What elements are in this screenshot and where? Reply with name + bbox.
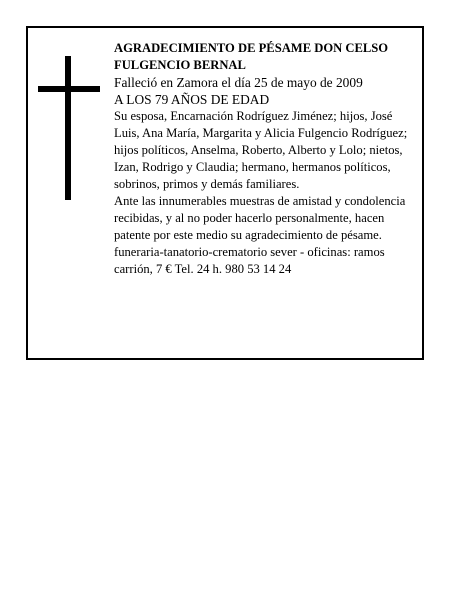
notice-title: AGRADECIMIENTO DE PÉSAME DON CELSO FULGENCIO BERNAL [114, 41, 389, 72]
age-line: A LOS 79 AÑOS DE EDAD [114, 92, 270, 107]
cross-vertical-bar [65, 56, 71, 200]
obituary-notice [26, 26, 424, 360]
gratitude-paragraph: Ante las innumerables muestras de amistad y condolencia recibidas, y al no poder hacerlo personalmente, hacen patente por este medio su agradecimiento de pésame. [114, 194, 406, 242]
cross-horizontal-bar [38, 86, 100, 92]
funeral-home-info: funeraria-tanatorio-crematorio sever - oficinas: ramos carrión, 7 € Tel. 24 h. 980 53 14 24 [114, 245, 385, 276]
death-info: Falleció en Zamora el día 25 de mayo de 2009 [114, 75, 363, 90]
cross-icon [38, 56, 100, 200]
family-paragraph: Su esposa, Encarnación Rodríguez Jiménez; hijos, José Luis, Ana María, Margarita y Alicia Fulgencio Rodríguez; hijos políticos, Anselma, Roberto, Alberto y Lolo; nietos, Izan, Rodrigo y Claudia; hermano, hermanos políticos, sobrinos, primos y demás familiares. [114, 109, 408, 191]
notice-text [114, 40, 420, 278]
